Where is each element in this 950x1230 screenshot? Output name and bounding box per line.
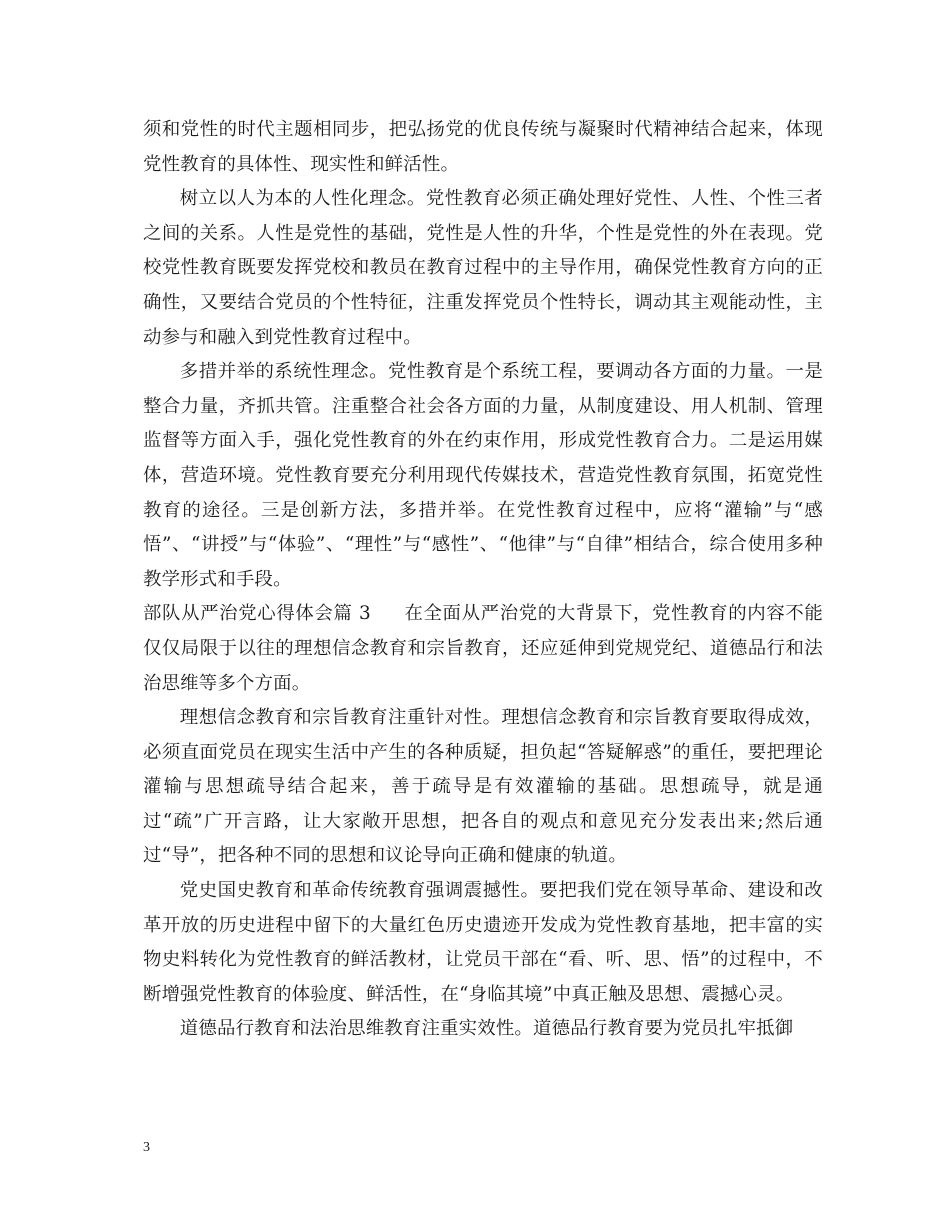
paragraph-4-text: 在全面从严治党的大背景下，党性教育的内容不能仅仅局限于以往的理想信念教育和宗旨教育，还应延伸到党规党纪、道德品行和法治思维等多个方面。 [143, 603, 823, 694]
paragraph-1: 须和党性的时代主题相同步，把弘扬党的优良传统与凝聚时代精神结合起来，体现党性教育的具体性、现实性和鲜活性。 [143, 119, 823, 175]
page-number: 3 [143, 1140, 150, 1155]
paragraph-4 [143, 597, 823, 701]
paragraph-7: 道德品行教育和法治思维教育注重实效性。道德品行教育要为党员扎牢抵御 [179, 1018, 794, 1040]
paragraph-6: 党史国史教育和革命传统教育强调震撼性。要把我们党在领导革命、建设和改革开放的历史进程中留下的大量红色历史遗迹开发成为党性教育基地，把丰富的实物史料转化为党性教育的鲜活教材，让党员干部在“看、听、思、悟”的过程中，不断增强党性教育的体验度、鲜活性，在“身临其境”中真正触及思想、震撼心灵。 [143, 880, 823, 1005]
paragraph-3: 多措并举的系统性理念。党性教育是个系统工程，要调动各方面的力量。一是整合力量，齐抓共管。注重整合社会各方面的力量，从制度建设、用人机制、管理监督等方面入手，强化党性教育的外在约束作用，形成党性教育合力。二是运用媒体，营造环境。党性教育要充分利用现代传媒技术，营造党性教育氛围，拓宽党性教育的途径。三是创新方法，多措并举。在党性教育过程中，应将“灌输”与“感悟”、“讲授”与“体验”、“理性”与“感性”、“他律”与“自律”相结合，综合使用多种教学形式和手段。 [143, 361, 823, 590]
section-heading: 部队从严治党心得体会篇 3 [143, 603, 371, 625]
paragraph-5: 理想信念教育和宗旨教育注重针对性。理想信念教育和宗旨教育要取得成效，必须直面党员在现实生活中产生的各种质疑，担负起“答疑解惑”的重任，要把理论灌输与思想疏导结合起来，善于疏导是有效灌输的基础。思想疏导，就是通过“疏”广开言路，让大家敞开思想，把各自的观点和意见充分发表出来;然后通过“导”，把各种不同的思想和议论导向正确和健康的轨道。 [143, 707, 823, 867]
paragraph-2: 树立以人为本的人性化理念。党性教育必须正确处理好党性、人性、个性三者之间的关系。人性是党性的基础，党性是人性的升华，个性是党性的外在表现。党校党性教育既要发挥党校和教员在教育过程中的主导作用，确保党性教育方向的正确性，又要结合党员的个性特征，注重发挥党员个性特长，调动其主观能动性，主动参与和融入到党性教育过程中。 [143, 188, 823, 348]
document-body [143, 113, 823, 1047]
